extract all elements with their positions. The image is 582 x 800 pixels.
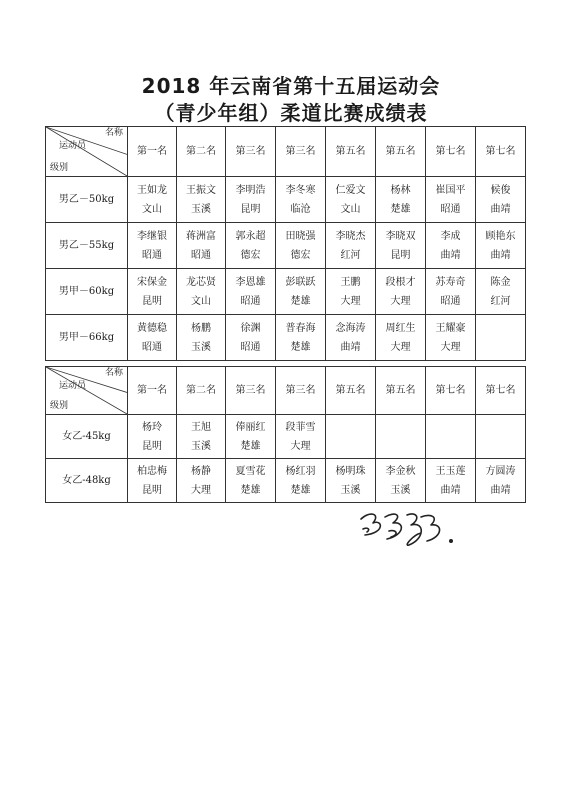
athlete-region: 昆明 — [142, 440, 162, 452]
result-cell — [128, 177, 177, 223]
athlete-region: 楚雄 — [290, 341, 311, 353]
athlete-region: 曲靖 — [440, 249, 461, 261]
men-table-row — [46, 315, 526, 361]
athlete-name: 杨静 — [191, 465, 211, 477]
athlete-region: 德宏 — [240, 249, 261, 261]
result-cell — [426, 459, 476, 503]
result-cell — [326, 269, 376, 315]
result-cell — [276, 459, 326, 503]
header-label-level: 级别 — [50, 401, 69, 411]
athlete-region: 大理 — [390, 295, 411, 307]
result-cell — [177, 177, 226, 223]
athlete-region: 玉溪 — [191, 203, 211, 215]
result-cell — [226, 223, 276, 269]
athlete-name: 候俊 — [490, 184, 511, 196]
result-cell — [177, 223, 226, 269]
result-cell — [326, 415, 376, 459]
result-cell — [476, 315, 526, 361]
athlete-region: 曲靖 — [440, 484, 461, 496]
women-column-header: 第二名 — [177, 367, 226, 415]
men-results-table — [45, 126, 526, 361]
athlete-name: 田晓强 — [285, 230, 316, 242]
athlete-name: 杨明珠 — [335, 465, 366, 477]
athlete-name: 王耀豪 — [435, 322, 466, 334]
result-cell — [426, 269, 476, 315]
athlete-region: 昭通 — [240, 341, 261, 353]
athlete-name: 王鹏 — [340, 276, 361, 288]
result-cell — [476, 269, 526, 315]
athlete-region: 大理 — [290, 440, 311, 452]
athlete-name: 王振文 — [186, 184, 216, 196]
athlete-region: 红河 — [340, 249, 361, 261]
weight-category: 男甲－66kg — [46, 315, 128, 361]
result-cell — [476, 177, 526, 223]
women-diagonal-header — [46, 367, 128, 415]
athlete-name: 彭联跃 — [285, 276, 316, 288]
weight-category: 男乙－50kg — [46, 177, 128, 223]
men-diagonal-header — [46, 127, 128, 177]
result-cell — [226, 459, 276, 503]
athlete-region: 昆明 — [142, 295, 162, 307]
women-column-header: 第五名 — [376, 367, 426, 415]
result-cell — [177, 415, 226, 459]
result-cell — [128, 223, 177, 269]
women-column-header: 第七名 — [426, 367, 476, 415]
result-cell — [128, 269, 177, 315]
athlete-name: 龙芯贤 — [186, 276, 216, 288]
women-column-header: 第三名 — [276, 367, 326, 415]
athlete-name: 李明浩 — [235, 184, 266, 196]
athlete-region: 玉溪 — [191, 341, 211, 353]
athlete-name: 李冬寒 — [285, 184, 316, 196]
athlete-region: 玉溪 — [390, 484, 411, 496]
athlete-region: 楚雄 — [240, 440, 261, 452]
athlete-name: 王玉莲 — [435, 465, 466, 477]
men-column-header: 第五名 — [326, 127, 376, 177]
athlete-region: 昭通 — [191, 249, 211, 261]
athlete-region: 大理 — [440, 341, 461, 353]
men-table-row — [46, 269, 526, 315]
athlete-region: 昭通 — [142, 341, 162, 353]
header-label-level: 级别 — [50, 163, 69, 173]
result-cell — [326, 223, 376, 269]
athlete-name: 李金秋 — [385, 465, 416, 477]
result-cell — [128, 315, 177, 361]
result-cell — [326, 315, 376, 361]
athlete-region: 文山 — [340, 203, 361, 215]
athlete-region: 文山 — [191, 295, 211, 307]
men-column-header: 第一名 — [128, 127, 177, 177]
athlete-name: 俸丽红 — [235, 421, 266, 433]
result-cell — [376, 177, 426, 223]
athlete-name: 郭永超 — [235, 230, 266, 242]
athlete-name: 方圆涛 — [485, 465, 516, 477]
athlete-region: 昆明 — [142, 484, 162, 496]
result-cell — [128, 415, 177, 459]
athlete-region: 德宏 — [290, 249, 311, 261]
athlete-region: 红河 — [490, 295, 511, 307]
men-column-header: 第七名 — [426, 127, 476, 177]
result-cell — [226, 415, 276, 459]
athlete-name: 徐渊 — [240, 322, 261, 334]
men-table-row — [46, 177, 526, 223]
men-table-row — [46, 223, 526, 269]
result-cell — [276, 415, 326, 459]
women-table-row — [46, 459, 526, 503]
result-cell — [376, 415, 426, 459]
athlete-region: 昆明 — [390, 249, 411, 261]
result-cell — [476, 223, 526, 269]
result-cell — [226, 269, 276, 315]
athlete-region: 昆明 — [240, 203, 261, 215]
athlete-name: 夏雪花 — [235, 465, 266, 477]
athlete-name: 普春海 — [285, 322, 316, 334]
athlete-name: 杨红羽 — [285, 465, 316, 477]
weight-category: 女乙-48kg — [46, 459, 128, 503]
result-cell — [476, 459, 526, 503]
result-cell — [426, 415, 476, 459]
title-line-2: （青少年组）柔道比赛成绩表 — [154, 101, 428, 125]
header-label-name: 名称 — [104, 128, 123, 138]
result-cell — [326, 459, 376, 503]
athlete-region: 玉溪 — [340, 484, 361, 496]
athlete-name: 李晓杰 — [335, 230, 366, 242]
athlete-name: 李恩雄 — [235, 276, 266, 288]
athlete-name: 李成 — [440, 230, 461, 242]
result-cell — [426, 315, 476, 361]
result-cell — [326, 177, 376, 223]
weight-category: 男乙－55kg — [46, 223, 128, 269]
weight-category: 男甲－60kg — [46, 269, 128, 315]
athlete-region: 楚雄 — [290, 295, 311, 307]
athlete-region: 大理 — [191, 484, 211, 496]
result-cell — [128, 459, 177, 503]
result-cell — [376, 315, 426, 361]
signature — [355, 505, 465, 550]
athlete-name: 顾艳东 — [485, 230, 516, 242]
athlete-name: 李晓双 — [385, 230, 416, 242]
athlete-region: 玉溪 — [191, 440, 211, 452]
result-cell — [376, 269, 426, 315]
athlete-name: 崔国平 — [435, 184, 466, 196]
athlete-name: 杨玲 — [142, 421, 162, 433]
women-column-header: 第五名 — [326, 367, 376, 415]
result-cell — [276, 269, 326, 315]
athlete-region: 楚雄 — [290, 484, 311, 496]
athlete-name: 周红生 — [385, 322, 416, 334]
athlete-region: 曲靖 — [490, 249, 511, 261]
athlete-region: 昭通 — [240, 295, 261, 307]
athlete-name: 段菲雪 — [285, 421, 316, 433]
header-label-athlete: 运动员 — [59, 141, 87, 151]
result-cell — [177, 269, 226, 315]
header-label-athlete: 运动员 — [59, 381, 87, 391]
athlete-name: 杨鹏 — [191, 322, 211, 334]
men-column-header: 第五名 — [376, 127, 426, 177]
result-cell — [276, 223, 326, 269]
women-column-header: 第一名 — [128, 367, 177, 415]
athlete-region: 昭通 — [440, 203, 461, 215]
athlete-region: 曲靖 — [490, 484, 511, 496]
athlete-name: 杨林 — [390, 184, 411, 196]
result-cell — [276, 315, 326, 361]
result-cell — [276, 177, 326, 223]
women-table-row — [46, 415, 526, 459]
athlete-name: 宋保金 — [137, 276, 167, 288]
header-label-name: 名称 — [104, 368, 123, 378]
women-column-header: 第三名 — [226, 367, 276, 415]
athlete-name: 苏寿奇 — [435, 276, 466, 288]
women-results-table — [45, 366, 526, 503]
athlete-region: 曲靖 — [490, 203, 511, 215]
athlete-name: 王如龙 — [137, 184, 167, 196]
athlete-name: 王旭 — [191, 421, 211, 433]
athlete-name: 仁爱文 — [335, 184, 366, 196]
athlete-name: 陈金 — [490, 276, 511, 288]
result-cell — [426, 223, 476, 269]
athlete-region: 楚雄 — [390, 203, 411, 215]
result-cell — [226, 315, 276, 361]
athlete-region: 曲靖 — [340, 341, 361, 353]
women-header-row — [46, 367, 526, 415]
athlete-region: 昭通 — [142, 249, 162, 261]
result-cell — [177, 459, 226, 503]
women-column-header: 第七名 — [476, 367, 526, 415]
athlete-name: 念海涛 — [335, 322, 366, 334]
men-header-row — [46, 127, 526, 177]
athlete-name: 蒋洲富 — [186, 230, 216, 242]
result-cell — [177, 315, 226, 361]
athlete-region: 大理 — [340, 295, 361, 307]
athlete-region: 大理 — [390, 341, 411, 353]
result-cell — [226, 177, 276, 223]
athlete-name: 段根才 — [385, 276, 416, 288]
athlete-region: 临沧 — [290, 203, 311, 215]
athlete-name: 柏忠梅 — [137, 465, 167, 477]
athlete-name: 黄德稳 — [137, 322, 167, 334]
athlete-name: 李继银 — [137, 230, 167, 242]
men-column-header: 第七名 — [476, 127, 526, 177]
result-cell — [476, 415, 526, 459]
men-column-header: 第二名 — [177, 127, 226, 177]
weight-category: 女乙-45kg — [46, 415, 128, 459]
result-cell — [376, 223, 426, 269]
athlete-region: 昭通 — [440, 295, 461, 307]
athlete-region: 楚雄 — [240, 484, 261, 496]
result-cell — [426, 177, 476, 223]
title-line-1: 2018 年云南省第十五届运动会 — [141, 74, 441, 98]
men-column-header: 第三名 — [226, 127, 276, 177]
athlete-region: 文山 — [142, 203, 162, 215]
result-cell — [376, 459, 426, 503]
men-column-header: 第三名 — [276, 127, 326, 177]
